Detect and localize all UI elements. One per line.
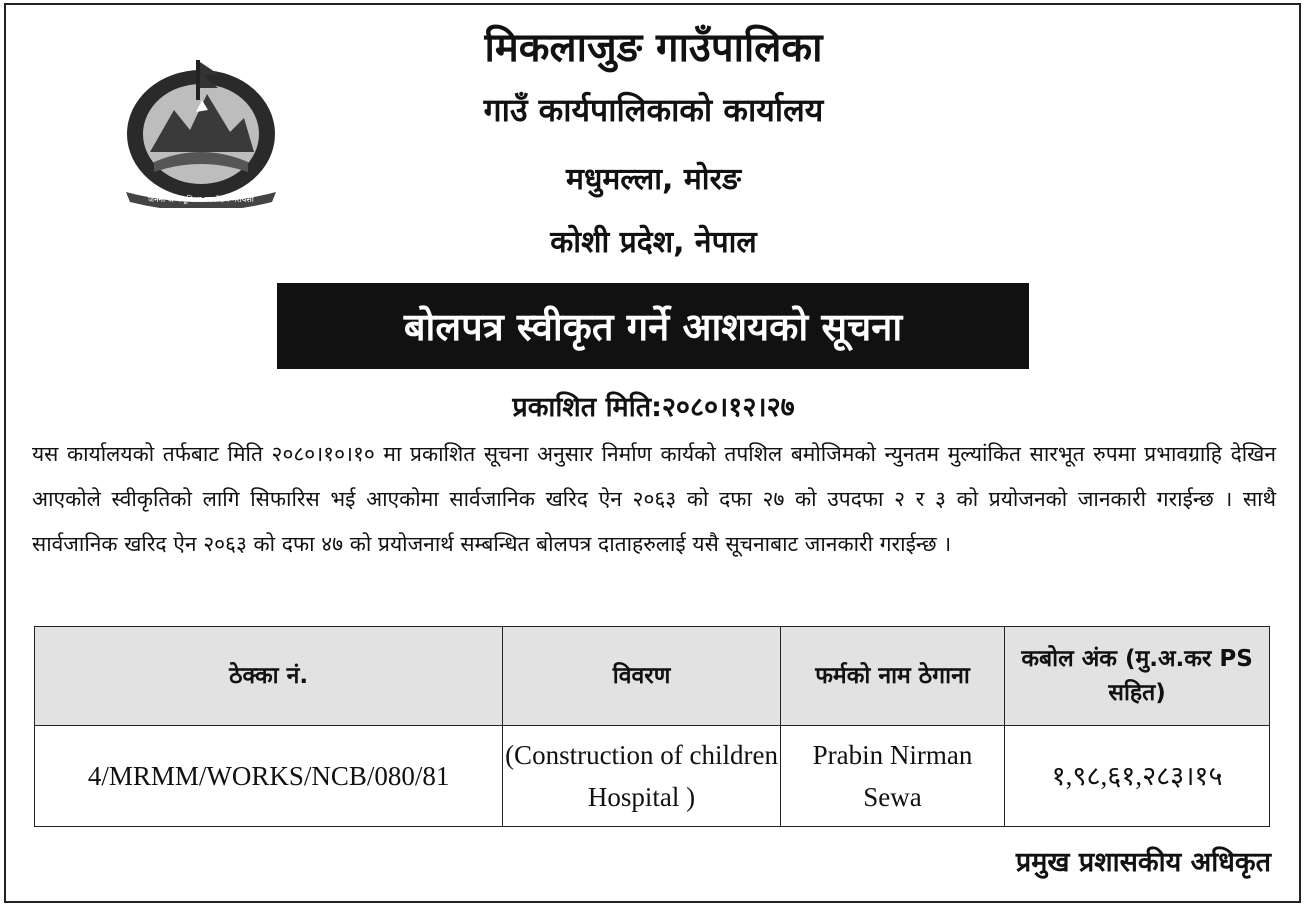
notice-title-text: बोलपत्र स्वीकृत गर्ने आशयको सूचना [403,305,903,349]
cell-description: (Construction of children Hospital ) [503,726,781,827]
award-table [34,626,1270,827]
header-firm-name: फर्मको नाम ठेगाना [780,627,1004,726]
table-row [35,726,1270,827]
office-name: गाउँ कार्यपालिकाको कार्यालय [483,91,824,129]
header-contract-no: ठेक्का नं. [35,627,503,726]
header-description: विवरण [503,627,781,726]
table-header-row [35,627,1270,726]
municipality-name: मिकलाजुङ गाउँपालिका [484,25,823,71]
cell-firm-name: Prabin Nirman Sewa [780,726,1004,827]
header-bid-amount: कबोल अंक (मु.अ.कर PS सहित) [1005,627,1270,726]
notice-title [277,283,1029,369]
notice-body: यस कार्यालयको तर्फबाट मिति २०८०।१०।१० मा प्रकाशित सूचना अनुसार निर्माण कार्यको तपशिल बमोजिमको न्युनतम मुल्यांकित सारभूत रुपमा प्रभावग्राहि देखिन आएकोले स्वीकृतिको लागि सिफारिस भई आएकोमा सार्वजानिक खरिद ऐन २०६३ को दफा २७ को उपदफा २ र ३ को प्रयोजनको जानकारी गराईन्छ । साथै सार्वजानिक खरिद ऐन २०६३ को दफा ४७ को प्रयोजनार्थ सम्बन्धित बोलपत्र दाताहरुलाई यसै सूचनाबाट जानकारी गराईन्छ । [32,442,1276,556]
province-country: कोशी प्रदेश, नेपाल [550,225,757,260]
signatory: प्रमुख प्रशासकीय अधिकृत [1015,847,1271,878]
published-date: प्रकाशित मिति:२०८०।१२।२७ [512,392,795,423]
cell-contract-no: 4/MRMM/WORKS/NCB/080/81 [35,726,503,827]
office-address: मधुमल्ला, मोरङ [566,162,741,197]
cell-bid-amount: १,९८,६१,२८३।१५ [1005,726,1270,827]
emblem-motto: जननी जन्मभूमिश्च स्वर्गादपि गरीयसी [148,195,254,204]
